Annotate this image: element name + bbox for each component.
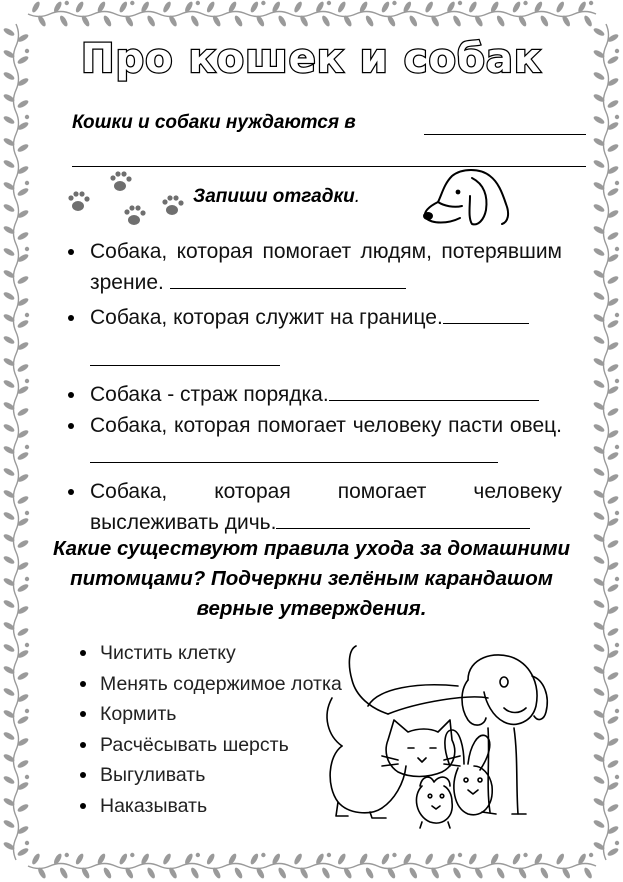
leaf-ornament [607,539,620,550]
leaf-ornament [3,819,16,830]
leaf-ornament [102,15,113,28]
leaf-ornament [607,99,620,110]
berry-ornament [615,775,619,779]
berry-ornament [615,841,619,845]
berry-ornament [196,1,200,5]
leaf-ornament [162,1,173,14]
leaf-ornament [593,247,606,258]
leaf-ornament [607,495,620,506]
leaf-ornament [17,803,30,814]
leaf-ornament [3,159,16,170]
leaf-ornament [424,1,435,14]
leaf-ornament [607,275,620,286]
paw-prints-icon [66,166,191,230]
leaf-ornament [190,867,201,880]
leaf-ornament [3,511,16,522]
leaf-ornament [31,853,42,866]
riddle-text: Собака, которая помогает человеку пасти овец. [90,414,562,437]
answer-line-1[interactable] [424,116,586,135]
rule-item[interactable]: Расчёсывать шерсть [78,730,342,761]
berry-ornament [615,379,619,383]
leaf-ornament [607,715,620,726]
answer-blank[interactable] [90,347,280,366]
berry-ornament [65,1,69,5]
leaf-ornament [293,1,304,14]
leaf-ornament [3,247,16,258]
leaf-ornament [277,15,288,28]
leaf-ornament [249,1,260,14]
leaf-ornament [17,275,30,286]
berry-ornament [615,181,619,185]
leaf-ornament [277,867,288,880]
care-question: Какие существуют правила ухода за домашними питомцами? Подчеркни зелёным карандашом верные утверждения. [52,537,571,620]
berry-ornament [615,247,619,251]
leaf-ornament [146,15,157,28]
leaf-ornament [17,143,30,154]
leaf-ornament [17,231,30,242]
leaf-ornament [233,15,244,28]
berry-ornament [523,853,527,857]
leaf-ornament [3,115,16,126]
leaf-ornament [607,407,620,418]
leaf-ornament [74,1,85,14]
berry-ornament [130,1,134,5]
leaf-ornament [539,15,550,28]
leaf-ornament [3,599,16,610]
berry-ornament [261,1,265,5]
leaf-ornament [205,1,216,14]
leaf-ornament [593,115,606,126]
leaf-ornament [17,539,30,550]
leaf-ornament [607,847,620,858]
leaf-ornament [495,15,506,28]
rule-item[interactable]: Чистить клетку [78,638,342,669]
leaf-ornament [17,847,30,858]
leaf-ornament [511,853,522,866]
leaf-ornament [17,627,30,638]
answer-blank[interactable] [329,382,539,401]
leaf-ornament [162,853,173,866]
dog-head-icon [418,166,516,230]
question-fill-in [72,112,356,134]
leaf-ornament [607,231,620,242]
berry-ornament [615,445,619,449]
berry-ornament [25,841,29,845]
riddle-item [62,476,562,538]
leaf-ornament [17,187,30,198]
care-rules-list [78,638,342,821]
berry-ornament [25,445,29,449]
leaf-ornament [118,853,129,866]
leaf-ornament [205,853,216,866]
leaf-ornament [593,467,606,478]
leaf-ornament [593,687,606,698]
berry-ornament [25,643,29,647]
leaf-ornament [593,511,606,522]
berry-ornament [65,853,69,857]
leaf-ornament [380,853,391,866]
leaf-ornament [17,671,30,682]
leaf-ornament [3,731,16,742]
leaf-ornament [337,853,348,866]
leaf-ornament [593,159,606,170]
leaf-ornament [468,853,479,866]
riddle-item [62,236,562,298]
berry-ornament [25,709,29,713]
leaf-ornament [146,867,157,880]
leaf-ornament [293,853,304,866]
riddle-item [62,410,562,472]
berry-ornament [130,853,134,857]
leaf-ornament [607,451,620,462]
riddle-item [62,379,562,410]
berry-ornament [25,247,29,251]
answer-blank[interactable] [443,305,529,324]
instruction-text: Запиши отгадки [193,186,355,207]
leaf-ornament [102,867,113,880]
leaf-ornament [607,759,620,770]
leaf-ornament [59,15,70,28]
leaf-ornament [17,407,30,418]
leaf-ornament [408,867,419,880]
leaf-ornament [3,335,16,346]
leaf-ornament [555,1,566,14]
leaf-ornament [190,15,201,28]
berry-ornament [458,1,462,5]
berry-ornament [25,775,29,779]
leaf-ornament [364,867,375,880]
leaf-ornament [249,853,260,866]
leaf-ornament [607,627,620,638]
leaf-ornament [3,467,16,478]
berry-ornament [392,853,396,857]
leaf-ornament [17,495,30,506]
leaf-ornament [583,867,594,880]
answer-blank[interactable] [170,270,406,289]
leaf-ornament [452,15,463,28]
leaf-ornament [17,715,30,726]
leaf-ornament [321,15,332,28]
leaf-ornament [583,15,594,28]
leaf-ornament [607,143,620,154]
riddle-text: Собака - страж порядка. [90,383,329,406]
leaf-ornament [59,867,70,880]
berry-ornament [25,511,29,515]
answer-line-2[interactable] [72,148,586,167]
riddle-text: Собака, которая служит на границе. [90,306,443,329]
berry-ornament [25,379,29,383]
berry-ornament [458,853,462,857]
leaf-ornament [593,379,606,390]
leaf-ornament [607,803,620,814]
leaf-ornament [17,99,30,110]
rule-item[interactable]: Выгуливать [78,760,342,791]
leaf-ornament [495,867,506,880]
leaf-ornament [593,291,606,302]
leaf-ornament [3,203,16,214]
berry-ornament [196,853,200,857]
leaf-ornament [593,423,606,434]
leaf-ornament [607,583,620,594]
leaf-ornament [593,775,606,786]
leaf-ornament [593,643,606,654]
rule-item[interactable]: Кормить [78,699,342,730]
leaf-ornament [3,423,16,434]
leaf-ornament [593,203,606,214]
berry-ornament [615,511,619,515]
leaf-ornament [380,1,391,14]
riddle-item [62,302,562,375]
leaf-ornament [233,867,244,880]
berry-ornament [523,1,527,5]
vine-stem [604,24,609,860]
leaf-ornament [593,599,606,610]
berry-ornament [615,643,619,647]
riddle-text: Собака, которая помогает человеку выслеживать дичь. [90,480,562,534]
leaf-ornament [607,363,620,374]
leaf-ornament [424,853,435,866]
leaf-ornament [555,853,566,866]
leaf-ornament [17,759,30,770]
berry-ornament [392,1,396,5]
leaf-ornament [511,1,522,14]
berry-ornament [615,115,619,119]
berry-ornament [327,1,331,5]
berry-ornament [589,853,593,857]
leaf-ornament [408,15,419,28]
answer-blank[interactable] [276,510,530,529]
berry-ornament [615,577,619,581]
leaf-ornament [468,1,479,14]
leaf-ornament [607,671,620,682]
leaf-ornament [593,335,606,346]
leaf-ornament [593,555,606,566]
leaf-ornament [337,1,348,14]
leaf-ornament [118,1,129,14]
leaf-ornament [3,775,16,786]
berry-ornament [25,313,29,317]
vine-stem [28,12,596,17]
leaf-ornament [364,15,375,28]
berry-ornament [327,853,331,857]
berry-ornament [615,709,619,713]
riddle-list [62,236,562,538]
leaf-ornament [539,867,550,880]
leaf-ornament [607,187,620,198]
berry-ornament [615,313,619,317]
leaf-ornament [3,555,16,566]
leaf-ornament [593,819,606,830]
leaf-ornament [74,853,85,866]
leaf-ornament [3,687,16,698]
instruction [193,186,360,208]
leaf-ornament [17,363,30,374]
leaf-ornament [321,867,332,880]
riddle-text: Собака, которая помогает людям, потерявшим зрение. [90,240,562,294]
leaf-ornament [452,867,463,880]
answer-blank[interactable] [90,444,498,463]
leaf-ornament [31,1,42,14]
berry-ornament [589,1,593,5]
berry-ornament [25,181,29,185]
leaf-ornament [3,379,16,390]
vine-stem [28,864,596,869]
instruction-punct: . [354,186,360,207]
pets-illustration [318,636,578,832]
leaf-ornament [17,319,30,330]
rule-item[interactable]: Наказывать [78,791,342,822]
vine-stem [14,24,19,860]
leaf-ornament [17,583,30,594]
rule-item[interactable]: Менять содержимое лотка [78,669,342,700]
berry-ornament [261,853,265,857]
page-title: Про кошек и собак [80,36,543,82]
berry-ornament [25,577,29,581]
leaf-ornament [17,451,30,462]
question-text: Кошки и собаки нуждаются в [72,112,356,133]
leaf-ornament [593,731,606,742]
leaf-ornament [3,643,16,654]
berry-ornament [25,115,29,119]
leaf-ornament [3,291,16,302]
leaf-ornament [607,319,620,330]
